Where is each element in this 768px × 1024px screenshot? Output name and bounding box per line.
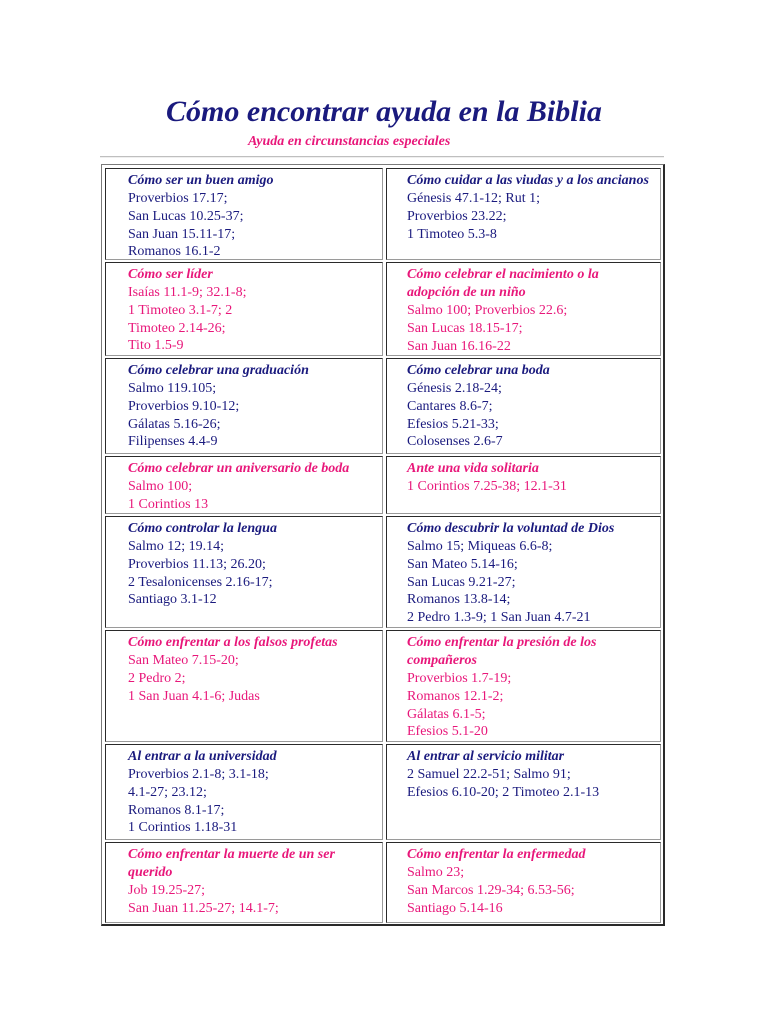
scripture-references — [128, 380, 374, 451]
topics-table — [101, 164, 665, 926]
scripture-reference: San Juan 11.25-27; 14.1-7; — [128, 900, 279, 916]
topic-title: Ante una vida solitaria — [407, 461, 539, 476]
topic-title: Cómo celebrar un aniversario de boda — [128, 461, 350, 476]
topic-cell — [105, 842, 383, 923]
scripture-reference: 2 Pedro 2; — [128, 670, 186, 686]
scripture-references — [407, 478, 652, 496]
horizontal-rule — [100, 156, 664, 158]
scripture-references — [407, 190, 652, 243]
scripture-reference: 2 Samuel 22.2-51; Salmo 91; — [407, 767, 571, 782]
scripture-reference: Proverbios 23.22; — [407, 208, 507, 224]
scripture-reference: 2 Pedro 1.3-9; 1 San Juan 4.7-21 — [407, 610, 591, 626]
scripture-reference: Filipenses 4.4-9 — [128, 434, 218, 450]
topic-title: Cómo ser líder — [128, 267, 213, 282]
topic-cell — [105, 456, 383, 514]
scripture-reference: Gálatas 6.1-5; — [407, 706, 486, 722]
scripture-reference: Job 19.25-27; — [128, 883, 205, 898]
scripture-reference: Isaías 11.1-9; 32.1-8; — [128, 285, 247, 300]
scripture-reference: 4.1-27; 23.12; — [128, 784, 207, 800]
topic-cell — [105, 516, 383, 628]
scripture-reference: Efesios 6.10-20; 2 Timoteo 2.1-13 — [407, 784, 600, 800]
topic-title: Cómo descubrir la voluntad de Dios — [407, 521, 615, 536]
topic-cell — [386, 516, 661, 628]
topic-cell — [386, 842, 661, 923]
topic-cell — [386, 456, 661, 514]
scripture-reference: 1 Timoteo 5.3-8 — [407, 226, 497, 242]
scripture-reference: 2 Tesalonicenses 2.16-17; — [128, 574, 273, 590]
topic-title: Cómo celebrar el nacimiento o la adopción de un niño — [407, 267, 599, 300]
topic-title: Cómo controlar la lengua — [128, 521, 277, 536]
scripture-references — [407, 766, 652, 802]
scripture-reference: San Lucas 10.25-37; — [128, 208, 244, 224]
scripture-reference: Santiago 5.14-16 — [407, 900, 503, 916]
scripture-reference: Proverbios 9.10-12; — [128, 398, 240, 414]
topic-title: Cómo ser un buen amigo — [128, 173, 274, 188]
scripture-reference: Salmo 119.105; — [128, 381, 217, 396]
scripture-references — [128, 190, 374, 260]
scripture-reference: 1 San Juan 4.1-6; Judas — [128, 688, 260, 704]
topic-cell — [386, 744, 661, 840]
scripture-reference: Proverbios 2.1-8; 3.1-18; — [128, 767, 269, 782]
topic-cell — [386, 630, 661, 742]
topic-cell — [105, 168, 383, 260]
topic-title: Cómo enfrentar la presión de los compañeros — [407, 635, 597, 668]
scripture-reference: Gálatas 5.16-26; — [128, 416, 221, 432]
scripture-reference: Santiago 3.1-12 — [128, 592, 217, 608]
scripture-reference: Efesios 5.21-33; — [407, 416, 499, 432]
scripture-reference: San Juan 15.11-17; — [128, 226, 236, 242]
scripture-references — [128, 882, 374, 918]
scripture-reference: San Mateo 7.15-20; — [128, 653, 239, 668]
page-subtitle: Ayuda en circunstancias especiales — [248, 134, 451, 149]
topic-cell — [386, 358, 661, 454]
scripture-reference: Romanos 12.1-2; — [407, 688, 504, 704]
scripture-reference: 1 Corintios 7.25-38; 12.1-31 — [407, 479, 567, 494]
scripture-reference: San Marcos 1.29-34; 6.53-56; — [407, 882, 575, 898]
scripture-reference: San Lucas 9.21-27; — [407, 574, 516, 590]
scripture-references — [128, 766, 374, 837]
topic-cell — [105, 262, 383, 356]
scripture-references — [407, 670, 652, 741]
scripture-reference: Génesis 2.18-24; — [407, 381, 502, 396]
scripture-references — [407, 380, 652, 451]
topic-cell — [105, 358, 383, 454]
topic-title: Cómo enfrentar la enfermedad — [407, 847, 586, 862]
scripture-reference: 1 Timoteo 3.1-7; 2 — [128, 302, 233, 318]
scripture-references — [128, 478, 374, 514]
scripture-reference: Colosenses 2.6-7 — [407, 434, 503, 450]
scripture-reference: Salmo 23; — [407, 865, 465, 880]
topic-title: Al entrar al servicio militar — [407, 749, 565, 764]
topic-cell — [105, 744, 383, 840]
scripture-reference: Salmo 100; — [128, 479, 193, 494]
topic-title: Cómo enfrentar a los falsos profetas — [128, 635, 338, 650]
scripture-reference: Salmo 12; 19.14; — [128, 539, 225, 554]
scripture-reference: Salmo 100; Proverbios 22.6; — [407, 303, 568, 318]
topic-title: Al entrar a la universidad — [128, 749, 277, 764]
scripture-reference: Salmo 15; Miqueas 6.6-8; — [407, 539, 553, 554]
scripture-references — [407, 864, 652, 917]
scripture-reference: San Juan 16.16-22 — [407, 338, 511, 354]
scripture-reference: Romanos 16.1-2 — [128, 244, 221, 260]
topic-title: Cómo cuidar a las viudas y a los ancianos — [407, 173, 649, 188]
topic-title: Cómo enfrentar la muerte de un ser querido — [128, 847, 335, 880]
topic-cell — [105, 630, 383, 742]
scripture-references — [407, 538, 652, 627]
scripture-references — [128, 652, 374, 705]
scripture-reference: 1 Corintios 1.18-31 — [128, 820, 238, 836]
scripture-reference: Tito 1.5-9 — [128, 338, 184, 354]
topic-title: Cómo celebrar una graduación — [128, 363, 309, 378]
scripture-reference: Romanos 8.1-17; — [128, 802, 225, 818]
scripture-reference: San Lucas 18.15-17; — [407, 320, 523, 336]
page-title: Cómo encontrar ayuda en la Biblia — [166, 95, 602, 128]
scripture-reference: Proverbios 11.13; 26.20; — [128, 556, 266, 572]
scripture-reference: Cantares 8.6-7; — [407, 398, 493, 414]
scripture-references — [128, 284, 374, 355]
scripture-reference: Efesios 5.1-20 — [407, 724, 488, 740]
scripture-reference: 1 Corintios 13 — [128, 496, 209, 512]
scripture-references — [128, 538, 374, 609]
scripture-references — [407, 302, 652, 355]
scripture-reference: Proverbios 17.17; — [128, 191, 228, 206]
topic-cell — [386, 168, 661, 260]
scripture-reference: Romanos 13.8-14; — [407, 592, 511, 608]
scripture-reference: Proverbios 1.7-19; — [407, 671, 512, 686]
topic-title: Cómo celebrar una boda — [407, 363, 550, 378]
scripture-reference: Génesis 47.1-12; Rut 1; — [407, 191, 540, 206]
scripture-reference: San Mateo 5.14-16; — [407, 556, 518, 572]
scripture-reference: Timoteo 2.14-26; — [128, 320, 226, 336]
topic-cell — [386, 262, 661, 356]
